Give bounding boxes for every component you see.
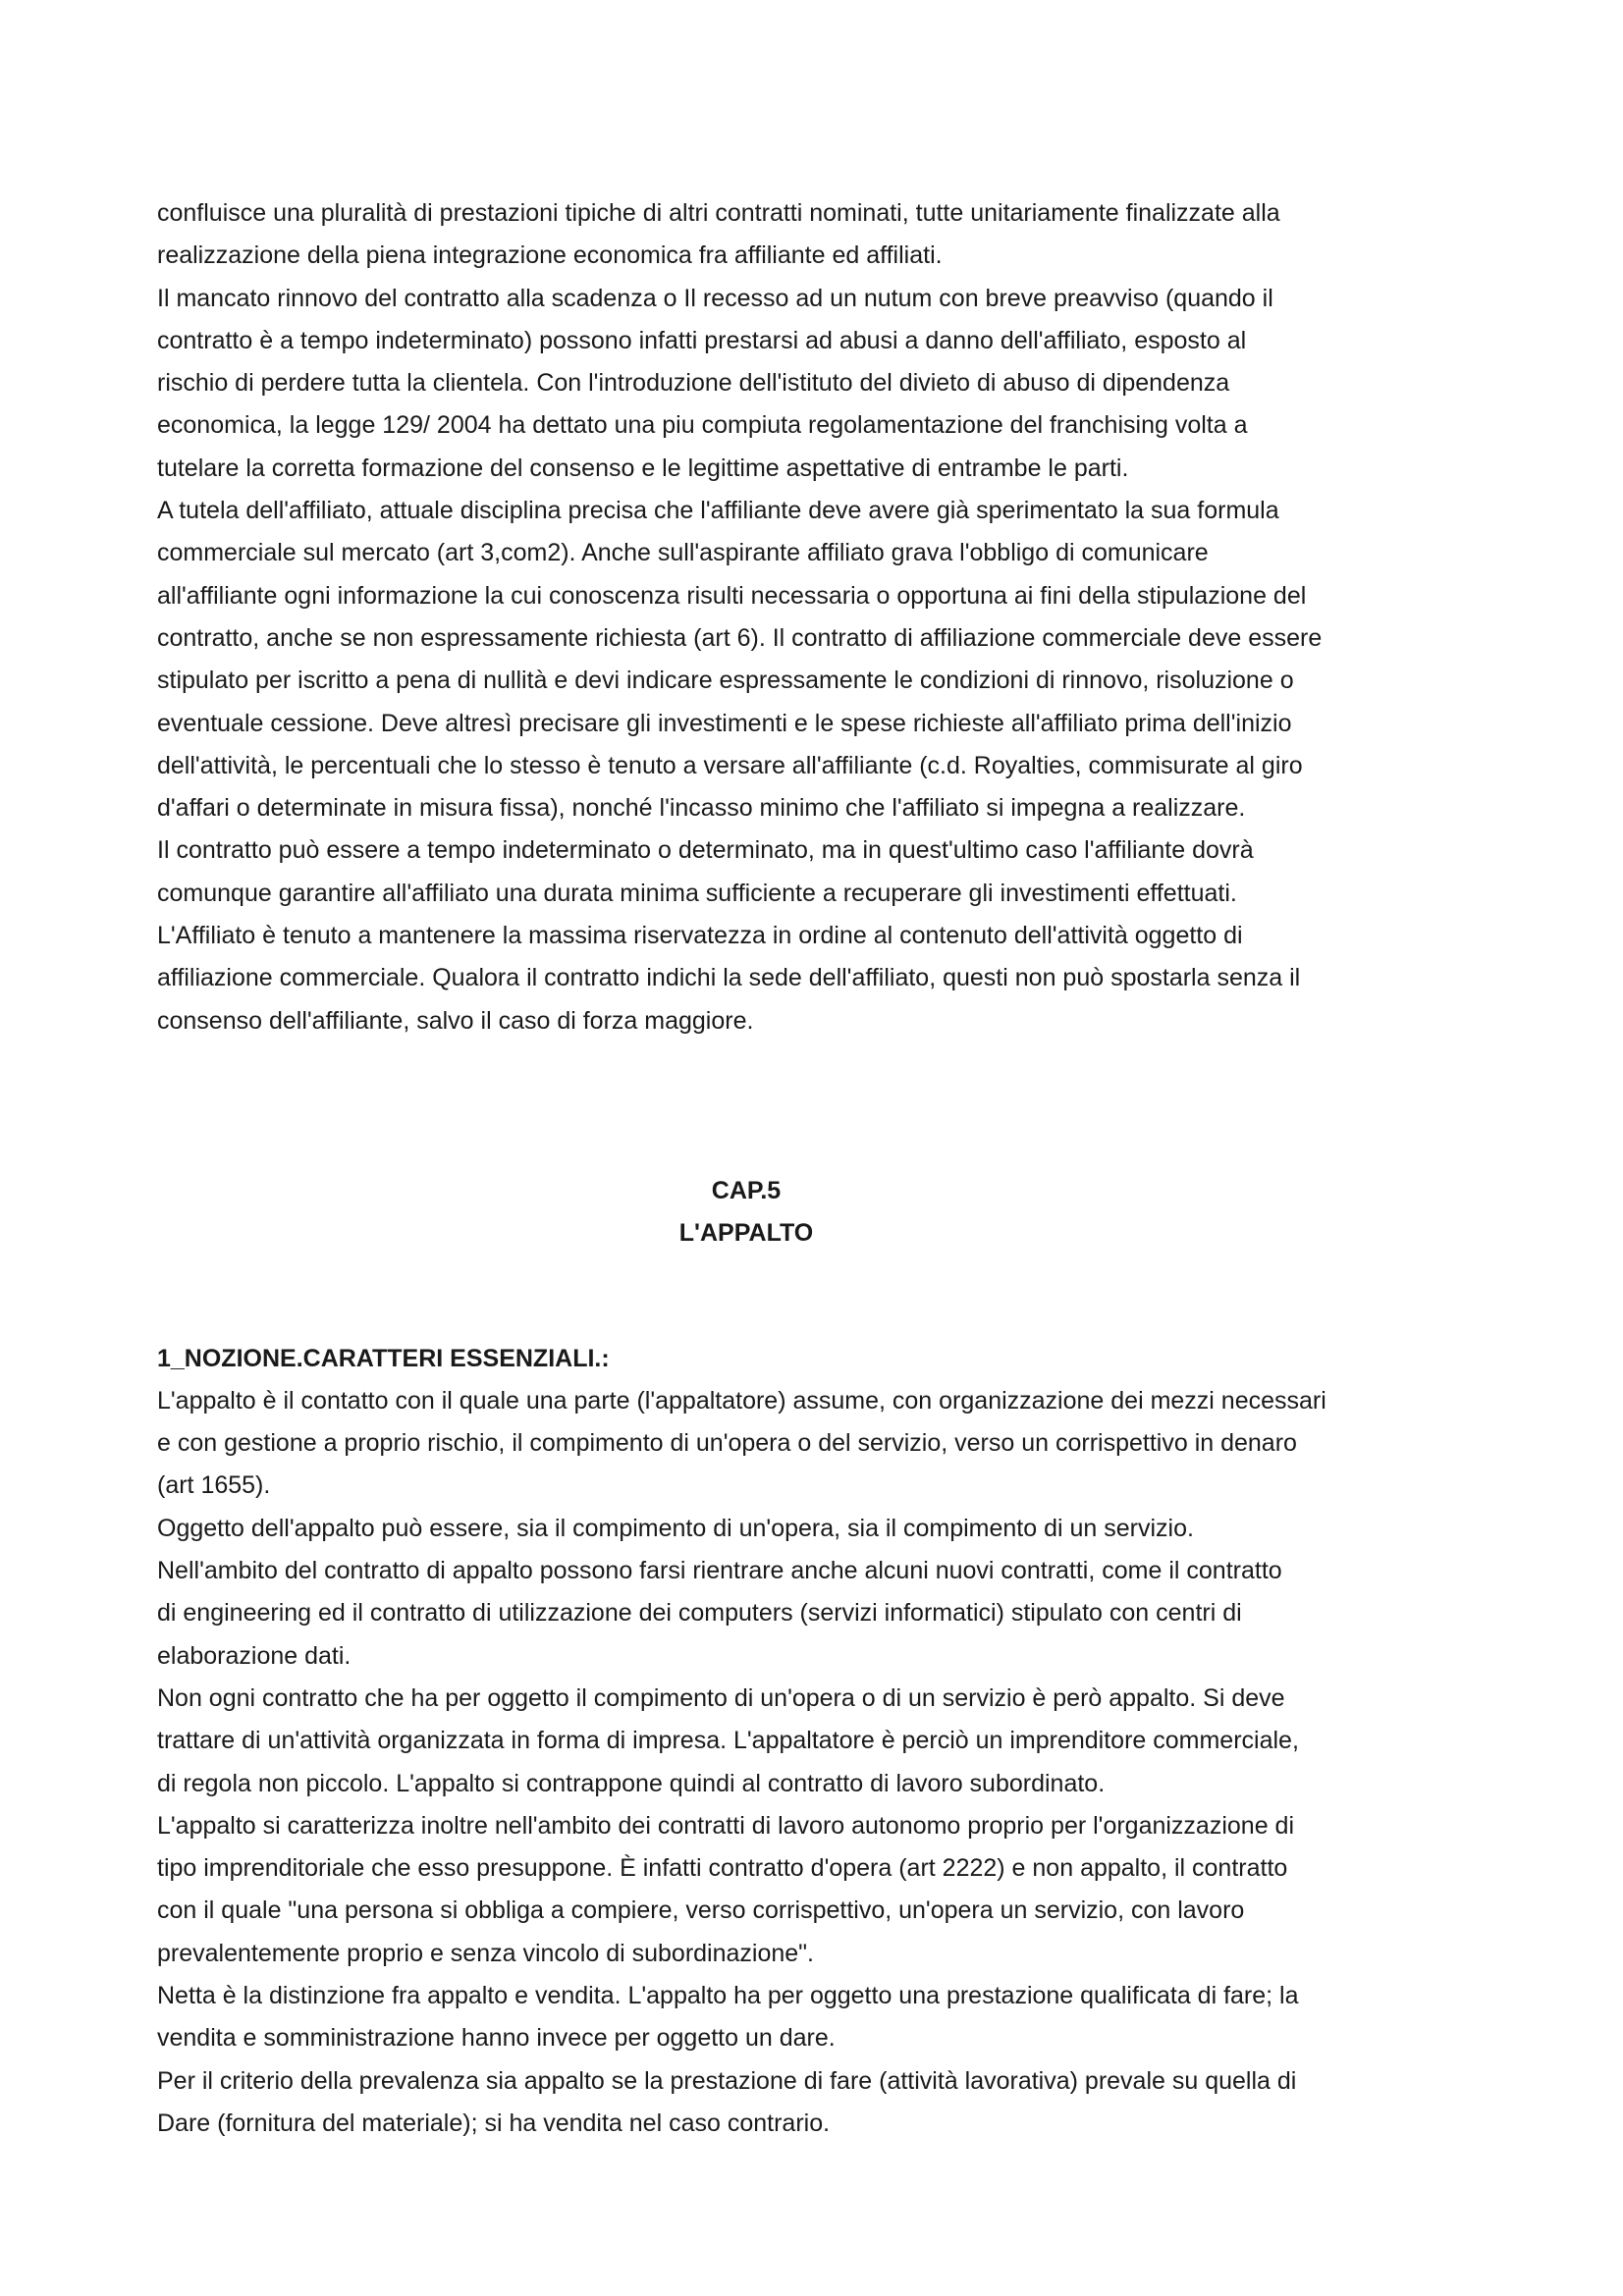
document-page: [157, 192, 1492, 2145]
text-line: comunque garantire all'affiliato una durata minima sufficiente a recuperare gli investimenti effettuati.: [157, 879, 1237, 907]
text-line: commerciale sul mercato (art 3,com2). Anche sull'aspirante affiliato grava l'obbligo di comunicare: [157, 539, 1209, 567]
text-line: Netta è la distinzione fra appalto e vendita. L'appalto ha per oggetto una prestazione qualificata di fare; la: [157, 1981, 1299, 2009]
text-line: d'affari o determinate in misura fissa), nonché l'incasso minimo che l'affiliato si impegna a realizzare.: [157, 794, 1246, 823]
text-line: trattare di un'attività organizzata in forma di impresa. L'appaltatore è perciò un imprenditore commerciale,: [157, 1727, 1299, 1755]
text-line: Il mancato rinnovo del contratto alla scadenza o Il recesso ad un nutum con breve preavviso (quando il: [157, 284, 1273, 312]
text-line: confluisce una pluralità di prestazioni tipiche di altri contratti nominati, tutte unitariamente finalizzate alla: [157, 199, 1280, 227]
section-gap: [157, 1255, 1492, 1338]
text-line: economica, la legge 129/ 2004 ha dettato una piu compiuta regolamentazione del franchising volta a: [157, 411, 1248, 440]
text-line: Non ogni contratto che ha per oggetto il compimento di un'opera o di un servizio è però appalto. Si deve: [157, 1683, 1285, 1712]
text-line: elaborazione dati.: [157, 1641, 352, 1670]
text-line: tipo imprenditoriale che esso presuppone. È infatti contratto d'opera (art 2222) e non appalto, il contratto: [157, 1854, 1288, 1883]
text-line: rischio di perdere tutta la clientela. Con l'introduzione dell'istituto del divieto di abuso di dipendenza: [157, 369, 1230, 398]
text-line: Nell'ambito del contratto di appalto possono farsi rientrare anche alcuni nuovi contratti, come il contratto: [157, 1557, 1282, 1585]
text-line: e con gestione a proprio rischio, il compimento di un'opera o del servizio, verso un corrispettivo in denaro: [157, 1429, 1297, 1458]
chapter-number: CAP.5: [711, 1176, 782, 1204]
text-line: Dare (fornitura del materiale); si ha vendita nel caso contrario.: [157, 2109, 831, 2137]
text-line: Il contratto può essere a tempo indeterminato o determinato, ma in quest'ultimo caso l'affiliante dovrà: [157, 836, 1254, 865]
section-heading: 1_NOZIONE.CARATTERI ESSENZIALI.:: [157, 1344, 610, 1372]
text-line: vendita e somministrazione hanno invece per oggetto un dare.: [157, 2024, 836, 2053]
text-line: all'affiliante ogni informazione la cui conoscenza risulti necessaria o opportuna ai fini della stipulazione del: [157, 581, 1307, 610]
text-line: tutelare la corretta formazione del consenso e le legittime aspettative di entrambe le parti.: [157, 454, 1129, 482]
text-line: affiliazione commerciale. Qualora il contratto indichi la sede dell'affiliato, questi non può spostarla senza il: [157, 964, 1301, 992]
text-line: A tutela dell'affiliato, attuale disciplina precisa che l'affiliante deve avere già sperimentato la sua formula: [157, 497, 1279, 525]
text-line: dell'attività, le percentuali che lo stesso è tenuto a versare all'affiliante (c.d. Royalties, commisurate al giro: [157, 751, 1303, 779]
text-line: di engineering ed il contratto di utilizzazione dei computers (servizi informatici) stipulato con centri di: [157, 1599, 1242, 1628]
text-line: L'Affiliato è tenuto a mantenere la massima riservatezza in ordine al contenuto dell'attività oggetto di: [157, 922, 1243, 950]
section-block: [157, 1338, 1492, 2146]
text-line: stipulato per iscritto a pena di nullità e devi indicare espressamente le condizioni di rinnovo, risoluzione o: [157, 667, 1294, 695]
text-line: (art 1655).: [157, 1471, 271, 1500]
text-line: consenso dell'affiliante, salvo il caso di forza maggiore.: [157, 1006, 754, 1035]
text-line: Oggetto dell'appalto può essere, sia il compimento di un'opera, sia il compimento di un servizio.: [157, 1514, 1194, 1542]
text-line: contratto è a tempo indeterminato) possono infatti prestarsi ad abusi a danno dell'affiliato, esposto al: [157, 326, 1247, 354]
text-line: eventuale cessione. Deve altresì precisare gli investimenti e le spese richieste all'affiliato prima dell'inizio: [157, 709, 1292, 737]
text-line: con il quale "una persona si obbliga a compiere, verso corrispettivo, un'opera un servizio, con lavoro: [157, 1896, 1245, 1925]
text-line: Per il criterio della prevalenza sia appalto se la prestazione di fare (attività lavorativa) prevale su quella di: [157, 2066, 1297, 2095]
intro-text-block: [157, 192, 1492, 1042]
text-line: L'appalto è il contatto con il quale una parte (l'appaltatore) assume, con organizzazione dei mezzi necessari: [157, 1386, 1326, 1415]
text-line: contratto, anche se non espressamente richiesta (art 6). Il contratto di affiliazione commerciale deve essere: [157, 623, 1323, 652]
text-line: realizzazione della piena integrazione economica fra affiliante ed affiliati.: [157, 241, 943, 270]
text-line: L'appalto si caratterizza inoltre nell'ambito dei contratti di lavoro autonomo proprio per l'organizzazione di: [157, 1811, 1295, 1840]
text-line: di regola non piccolo. L'appalto si contrappone quindi al contratto di lavoro subordinato.: [157, 1769, 1106, 1797]
chapter-heading: [157, 1170, 1335, 1255]
text-line: prevalentemente proprio e senza vincolo di subordinazione".: [157, 1939, 815, 1967]
section-gap: [157, 1042, 1492, 1170]
chapter-title: L'APPALTO: [678, 1219, 814, 1248]
